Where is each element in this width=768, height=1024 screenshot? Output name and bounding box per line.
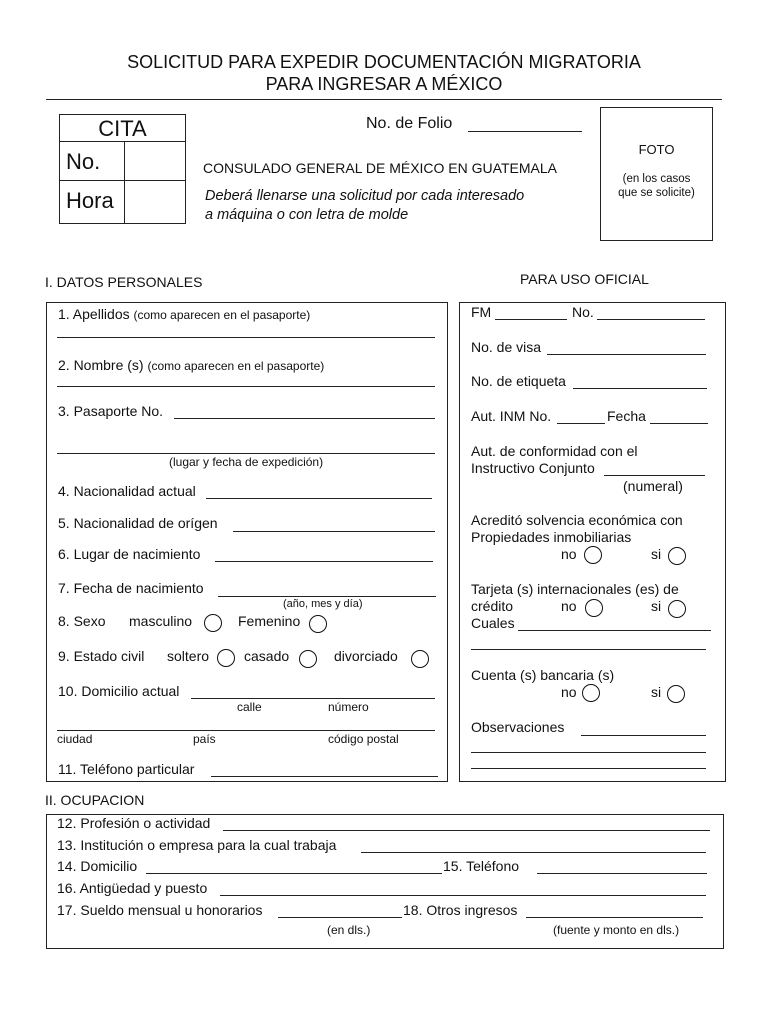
observaciones-label: Observaciones — [471, 719, 565, 735]
telefono-particular-field[interactable] — [211, 776, 438, 777]
sexo-label: 8. Sexo — [58, 613, 106, 629]
inm-fecha-label: Fecha — [607, 408, 646, 424]
cuenta-si-radio[interactable] — [667, 685, 685, 703]
telefono-particular-label: 11. Teléfono particular — [58, 761, 195, 777]
visa-label: No. de visa — [471, 339, 542, 355]
section1-title: I. DATOS PERSONALES — [45, 274, 203, 290]
etiqueta-field[interactable] — [573, 388, 707, 389]
profesion-label: 12. Profesión o actividad — [57, 815, 211, 831]
nombre-field[interactable] — [57, 386, 435, 387]
profesion-field[interactable] — [223, 830, 710, 831]
institucion-label: 13. Institución o empresa para la cual trabaja — [57, 837, 337, 853]
fecha-nacimiento-field[interactable] — [218, 596, 436, 597]
form-title-line1: SOLICITUD PARA EXPEDIR DOCUMENTACIÓN MIGRATORIA — [127, 52, 641, 72]
nacionalidad-actual-label: 4. Nacionalidad actual — [58, 483, 196, 499]
cuenta-no-label: no — [561, 684, 577, 700]
domicilio-pais-caption: país — [193, 732, 216, 746]
estado-divorciado-radio[interactable] — [411, 650, 429, 668]
nacionalidad-origen-label: 5. Nacionalidad de orígen — [58, 515, 218, 531]
tarjeta-si-label: si — [651, 598, 662, 614]
fm-label: FM — [471, 304, 492, 320]
apellidos-field[interactable] — [57, 337, 435, 338]
estado-soltero-label: soltero — [167, 648, 210, 664]
cuenta-label: Cuenta (s) bancaria (s) — [471, 667, 615, 683]
cita-no-label: No. — [66, 149, 101, 174]
nacionalidad-origen-field[interactable] — [233, 531, 435, 532]
institucion-field[interactable] — [361, 852, 706, 853]
nombre-label: 2. Nombre (s) (como aparecen en el pasaporte) — [58, 357, 325, 373]
fecha-nacimiento-note: (año, mes y día) — [283, 598, 363, 610]
otros-ingresos-note: (fuente y monto en dls.) — [553, 923, 680, 937]
conformidad-field[interactable] — [604, 475, 705, 476]
antiguedad-field[interactable] — [220, 895, 706, 896]
estado-soltero-radio[interactable] — [217, 649, 235, 667]
nacionalidad-actual-field[interactable] — [206, 498, 432, 499]
tarjeta-no-label: no — [561, 598, 577, 614]
cuenta-no-radio[interactable] — [582, 684, 600, 702]
domicilio-trabajo-label: 14. Domicilio — [57, 858, 138, 874]
pasaporte-lugar-fecha-field[interactable] — [57, 453, 435, 454]
pasaporte-note: (lugar y fecha de expedición) — [169, 455, 324, 469]
photo-note-line2: que se solicite) — [618, 187, 695, 199]
estado-casado-radio[interactable] — [299, 650, 317, 668]
fecha-nacimiento-label: 7. Fecha de nacimiento — [58, 580, 204, 596]
tarjeta-line1: Tarjeta (s) internacionales (es) de — [471, 581, 679, 597]
propiedades-si-label: si — [651, 546, 662, 562]
propiedades-no-label: no — [561, 546, 577, 562]
solvencia-line1: Acreditó solvencia económica con — [471, 512, 683, 528]
cuales-label: Cuales — [471, 615, 515, 631]
tarjeta-no-radio[interactable] — [585, 599, 603, 617]
apellidos-note: (como aparecen en el pasaporte) — [133, 308, 311, 322]
sexo-femenino-radio[interactable] — [309, 615, 327, 633]
fm-no-field[interactable] — [597, 319, 705, 320]
tarjeta-si-radio[interactable] — [668, 600, 686, 618]
propiedades-no-radio[interactable] — [584, 546, 602, 564]
cita-col-divider — [124, 141, 125, 224]
instructions-line2: a máquina o con letra de molde — [205, 207, 409, 223]
pasaporte-field[interactable] — [174, 418, 435, 419]
numeral-note: (numeral) — [623, 478, 683, 494]
lugar-nacimiento-label: 6. Lugar de nacimiento — [58, 546, 201, 562]
sueldo-note: (en dls.) — [327, 923, 371, 937]
sueldo-field[interactable] — [278, 917, 402, 918]
visa-field[interactable] — [547, 354, 706, 355]
cita-row-divider-2 — [59, 180, 186, 181]
apellidos-label: 1. Apellidos (como aparecen en el pasaporte) — [58, 306, 311, 322]
domicilio-trabajo-field[interactable] — [146, 873, 442, 874]
inm-field[interactable] — [557, 423, 605, 424]
domicilio-actual-label: 10. Domicilio actual — [58, 683, 180, 699]
domicilio-ciudad-pais-cp-field[interactable] — [57, 730, 435, 731]
cuales-field[interactable] — [518, 630, 711, 631]
conformidad-line1: Aut. de conformidad con el — [471, 443, 638, 459]
conformidad-line2: Instructivo Conjunto — [471, 460, 595, 476]
estado-casado-label: casado — [244, 648, 290, 664]
lugar-nacimiento-field[interactable] — [215, 561, 433, 562]
domicilio-numero-caption: número — [328, 700, 369, 714]
photo-label: FOTO — [638, 142, 675, 157]
cita-title: CITA — [98, 116, 147, 141]
estado-civil-label: 9. Estado civil — [58, 648, 145, 664]
fm-field[interactable] — [495, 319, 567, 320]
header-divider — [46, 99, 722, 100]
tarjeta-line2: crédito — [471, 598, 514, 614]
cita-hora-label: Hora — [66, 188, 114, 213]
observaciones-field[interactable] — [581, 735, 706, 736]
sueldo-label: 17. Sueldo mensual u honorarios — [57, 902, 263, 918]
otros-ingresos-field[interactable] — [526, 917, 703, 918]
consulate-name: CONSULADO GENERAL DE MÉXICO EN GUATEMALA — [203, 160, 557, 176]
domicilio-cp-caption: código postal — [328, 732, 399, 746]
telefono-trabajo-field[interactable] — [537, 873, 707, 874]
sexo-masculino-radio[interactable] — [204, 614, 222, 632]
form-title-line2: PARA INGRESAR A MÉXICO — [265, 74, 503, 94]
cuenta-si-label: si — [651, 684, 662, 700]
folio-label: No. de Folio — [366, 115, 453, 132]
observaciones-field-3[interactable] — [471, 768, 706, 769]
domicilio-ciudad-caption: ciudad — [57, 732, 93, 746]
photo-note-line1: (en los casos — [622, 173, 691, 185]
etiqueta-label: No. de etiqueta — [471, 373, 566, 389]
official-title: PARA USO OFICIAL — [520, 271, 649, 287]
cuales-field-2[interactable] — [471, 649, 706, 650]
estado-divorciado-label: divorciado — [334, 648, 398, 664]
inm-fecha-field[interactable] — [650, 423, 708, 424]
propiedades-si-radio[interactable] — [668, 547, 686, 565]
domicilio-calle-numero-field[interactable] — [191, 698, 435, 699]
sexo-masculino-label: masculino — [129, 613, 193, 629]
solvencia-line2: Propiedades inmobiliarias — [471, 529, 632, 545]
domicilio-calle-caption: calle — [237, 700, 262, 714]
nombre-note: (como aparecen en el pasaporte) — [147, 359, 325, 373]
inm-label: Aut. INM No. — [471, 408, 552, 424]
pasaporte-label: 3. Pasaporte No. — [58, 403, 164, 419]
sexo-femenino-label: Femenino — [238, 613, 301, 629]
telefono-trabajo-label: 15. Teléfono — [443, 858, 520, 874]
observaciones-field-2[interactable] — [471, 752, 706, 753]
otros-ingresos-label: 18. Otros ingresos — [403, 902, 518, 918]
instructions-line1: Deberá llenarse una solicitud por cada interesado — [205, 188, 525, 204]
section2-title: II. OCUPACION — [45, 792, 145, 808]
fm-no-label: No. — [572, 304, 594, 320]
antiguedad-label: 16. Antigüedad y puesto — [57, 880, 208, 896]
folio-field[interactable] — [468, 131, 582, 132]
